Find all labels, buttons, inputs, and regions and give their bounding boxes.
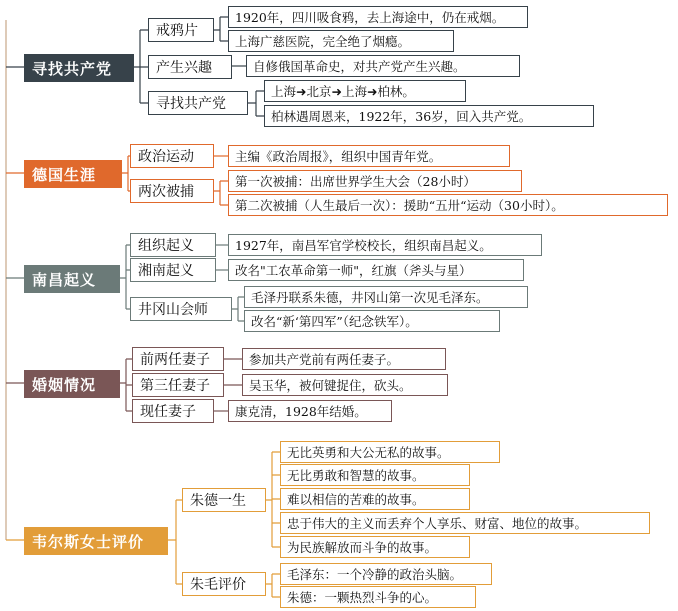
branch-label: 产生兴趣 bbox=[156, 60, 212, 76]
leaf-text: 1927年，南昌军官学校校长，组织南昌起义。 bbox=[235, 238, 492, 253]
leaf-text: 毛泽丹联系朱德，井冈山第一次见毛泽东。 bbox=[251, 290, 489, 305]
leaf-text: 第二次被捕（人生最后一次）：援助“五卅“运动（30小时）。 bbox=[235, 198, 564, 213]
leaf-meet-mao bbox=[244, 286, 528, 308]
leaf-fourth-army bbox=[244, 310, 500, 332]
section-wales-evaluation bbox=[24, 527, 168, 555]
leaf-two-wives bbox=[242, 348, 446, 370]
leaf-text: 改名"工农革命第一师"，红旗（斧头与星） bbox=[235, 263, 472, 278]
leaf-hospital bbox=[228, 30, 454, 52]
leaf-mao-mind bbox=[280, 563, 492, 585]
leaf-wu-yuhua bbox=[242, 374, 448, 396]
leaf-zhu-heart bbox=[280, 586, 476, 608]
branch-seek-party bbox=[148, 91, 248, 115]
branch-zhu-de-life bbox=[182, 488, 266, 512]
section-title: 德国生涯 bbox=[32, 165, 97, 184]
branch-label: 政治运动 bbox=[138, 149, 194, 165]
leaf-text: 无比英勇和大公无私的故事。 bbox=[287, 445, 450, 460]
branch-label: 前两任妻子 bbox=[140, 352, 210, 368]
leaf-text: 难以相信的苦难的故事。 bbox=[287, 492, 425, 507]
section-germany bbox=[24, 160, 122, 188]
leaf-text: 主编《政治周报》，组织中国青年党。 bbox=[235, 149, 442, 164]
branch-label: 井冈山会师 bbox=[138, 302, 208, 318]
branch-current-wife bbox=[132, 399, 214, 423]
section-find-party bbox=[24, 54, 134, 82]
leaf-hardship bbox=[280, 488, 470, 510]
branch-label: 戒鸦片 bbox=[156, 23, 198, 39]
branch-organize bbox=[130, 233, 216, 257]
branch-jinggangshan bbox=[130, 297, 232, 321]
leaf-text: 自修俄国革命史，对共产党产生兴趣。 bbox=[253, 59, 466, 74]
branch-first-two-wives bbox=[132, 347, 224, 371]
section-title: 寻找共产党 bbox=[32, 59, 113, 78]
section-title: 韦尔斯女士评价 bbox=[32, 532, 145, 551]
leaf-text: 1920年，四川吸食鸦，去上海途中，仍在戒烟。 bbox=[235, 10, 505, 25]
leaf-arrest-1 bbox=[228, 170, 522, 192]
branch-label: 两次被捕 bbox=[138, 184, 194, 200]
branch-interest bbox=[148, 55, 232, 79]
leaf-political-weekly bbox=[228, 145, 510, 167]
leaf-loyal-ideal bbox=[280, 512, 650, 534]
branch-label: 朱德一生 bbox=[190, 493, 246, 509]
leaf-text: 无比勇敢和智慧的故事。 bbox=[287, 468, 425, 483]
leaf-text: 为民族解放而斗争的故事。 bbox=[287, 540, 438, 555]
leaf-text: 第一次被捕：出席世界学生大会（28小时） bbox=[235, 174, 476, 189]
leaf-text: 上海➜北京➜上海➜柏林。 bbox=[271, 84, 415, 99]
leaf-route bbox=[264, 80, 466, 102]
leaf-rename-division bbox=[228, 259, 524, 281]
branch-label: 寻找共产党 bbox=[156, 96, 226, 112]
leaf-text: 柏林遇周恩来，1922年，36岁，回入共产党。 bbox=[271, 109, 532, 124]
leaf-text: 康克清，1928年结婚。 bbox=[235, 404, 367, 419]
leaf-text: 吴玉华，被何键捉住，砍头。 bbox=[249, 378, 412, 393]
section-nanchang bbox=[24, 265, 120, 293]
leaf-russian-revolution bbox=[246, 55, 520, 77]
branch-label: 朱毛评价 bbox=[190, 577, 246, 593]
branch-arrested bbox=[130, 179, 214, 203]
branch-label: 湘南起义 bbox=[138, 263, 194, 279]
leaf-text: 改名“新‘第四军”（纪念铁军）。 bbox=[251, 314, 418, 329]
leaf-1927 bbox=[228, 234, 542, 256]
branch-third-wife bbox=[132, 373, 224, 397]
branch-label: 第三任妻子 bbox=[140, 378, 210, 394]
section-title: 婚姻情况 bbox=[32, 375, 97, 394]
leaf-zhou-enlai bbox=[264, 105, 594, 127]
section-title: 南昌起义 bbox=[32, 270, 97, 289]
leaf-kang-keqing bbox=[228, 400, 392, 422]
branch-xiangnan bbox=[130, 258, 216, 282]
branch-label: 现任妻子 bbox=[140, 404, 196, 420]
leaf-text: 朱德：一颗热烈斗争的心。 bbox=[287, 590, 438, 605]
section-marriage bbox=[24, 370, 120, 398]
branch-political bbox=[130, 144, 214, 168]
leaf-brave-wise bbox=[280, 464, 470, 486]
branch-label: 组织起义 bbox=[138, 238, 194, 254]
leaf-text: 参加共产党前有两任妻子。 bbox=[249, 352, 400, 367]
branch-quit-opium bbox=[148, 18, 214, 42]
leaf-text: 毛泽东：一个冷静的政治头脑。 bbox=[287, 567, 463, 582]
leaf-text: 上海广慈医院，完全绝了烟瘾。 bbox=[235, 34, 411, 49]
leaf-1920-opium bbox=[228, 6, 528, 28]
leaf-arrest-2 bbox=[228, 194, 668, 216]
leaf-text: 忠于伟大的主义而丢弃个人享乐、财富、地位的故事。 bbox=[287, 516, 588, 531]
leaf-national-liberation bbox=[280, 536, 470, 558]
branch-zhu-mao bbox=[182, 572, 266, 596]
leaf-brave-selfless bbox=[280, 441, 500, 463]
